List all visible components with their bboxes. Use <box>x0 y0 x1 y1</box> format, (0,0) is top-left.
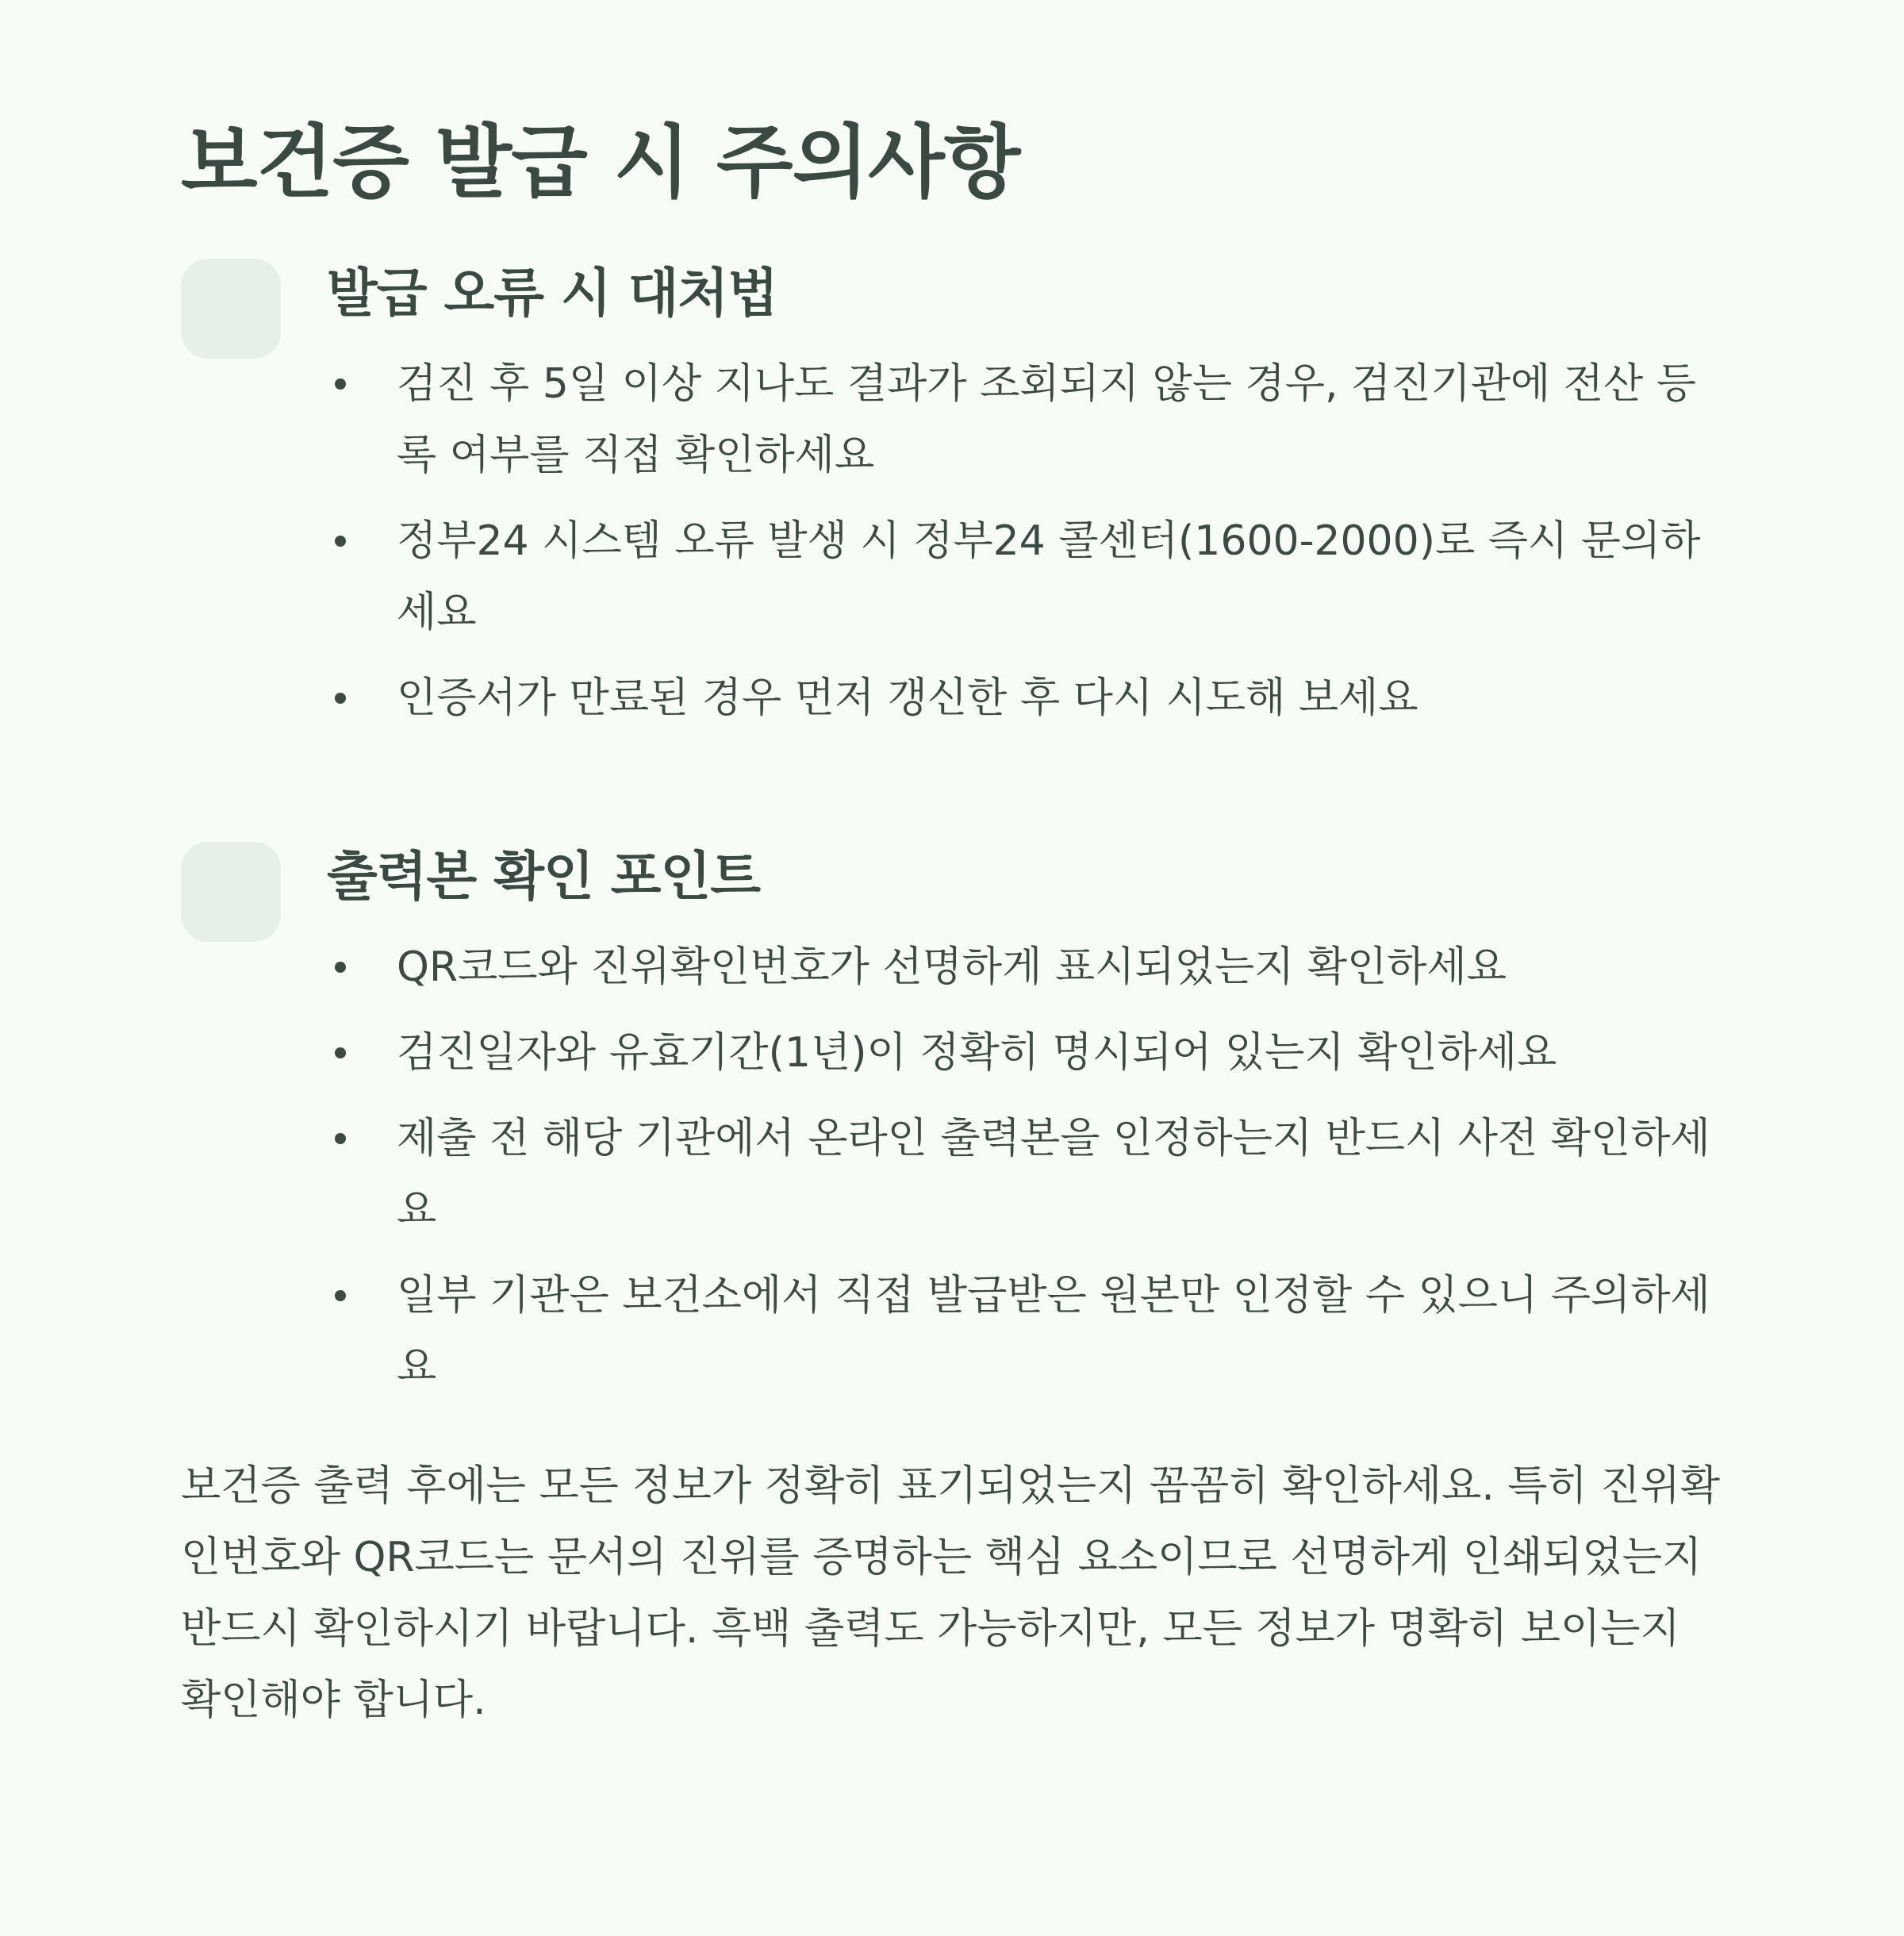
section-error-handling <box>181 262 1728 734</box>
list-item <box>327 1017 1728 1089</box>
bullet-icon <box>335 693 346 704</box>
section-icon <box>181 259 281 359</box>
section-heading: 출력본 확인 포인트 <box>327 846 761 908</box>
list-item-text: 인증서가 만료된 경우 먼저 갱신한 후 다시 시도해 보세요 <box>397 674 1418 723</box>
list-item-text: 제출 전 해당 기관에서 온라인 출력본을 인정하는지 반드시 사전 확인하세요 <box>397 1115 1710 1235</box>
list-item <box>327 505 1728 648</box>
bullet-icon <box>335 1047 346 1058</box>
bullet-icon <box>335 536 346 547</box>
list-item <box>327 1260 1728 1403</box>
list-item-text: 정부24 시스템 오류 발생 시 정부24 콜센터(1600-2000)로 즉시 문의하세요 <box>397 517 1701 637</box>
list-item-text: QR코드와 진위확인번호가 선명하게 표시되었는지 확인하세요 <box>397 943 1507 992</box>
bullet-icon <box>335 1133 346 1144</box>
list-item-text: 검진 후 5일 이상 지나도 결과가 조회되지 않는 경우, 검진기관에 전산 등록 여부를 직접 확인하세요 <box>397 360 1696 480</box>
bullet-icon <box>335 1290 346 1301</box>
bullet-list <box>327 932 1728 1403</box>
list-item <box>327 932 1728 1003</box>
bullet-list <box>327 348 1728 734</box>
list-item-text: 일부 기관은 보건소에서 직접 발급받은 원본만 인정할 수 있으니 주의하세요 <box>397 1272 1710 1392</box>
list-item-text: 검진일자와 유효기간(1년)이 정확히 명시되어 있는지 확인하세요 <box>397 1029 1557 1077</box>
bullet-icon <box>335 378 346 390</box>
list-item <box>327 1103 1728 1246</box>
section-heading: 발급 오류 시 대처법 <box>327 263 777 324</box>
bullet-icon <box>335 962 346 973</box>
list-item <box>327 348 1728 491</box>
section-icon <box>181 842 281 942</box>
page-title: 보건증 발급 시 주의사항 <box>181 116 1020 209</box>
document-page <box>181 116 1728 1736</box>
summary-paragraph: 보건증 출력 후에는 모든 정보가 정확히 표기되었는지 꼼꼼히 확인하세요. 특히 진위확인번호와 QR코드는 문서의 진위를 증명하는 핵심 요소이므로 선명하게 인쇄되었는지 반드시 확인하시기 바랍니다. 흑백 출력도 가능하지만, 모든 정보가 명확히 보이는지 확인해야 합니다. <box>181 1462 1720 1725</box>
list-item <box>327 663 1728 734</box>
section-printout-check <box>181 845 1728 1403</box>
